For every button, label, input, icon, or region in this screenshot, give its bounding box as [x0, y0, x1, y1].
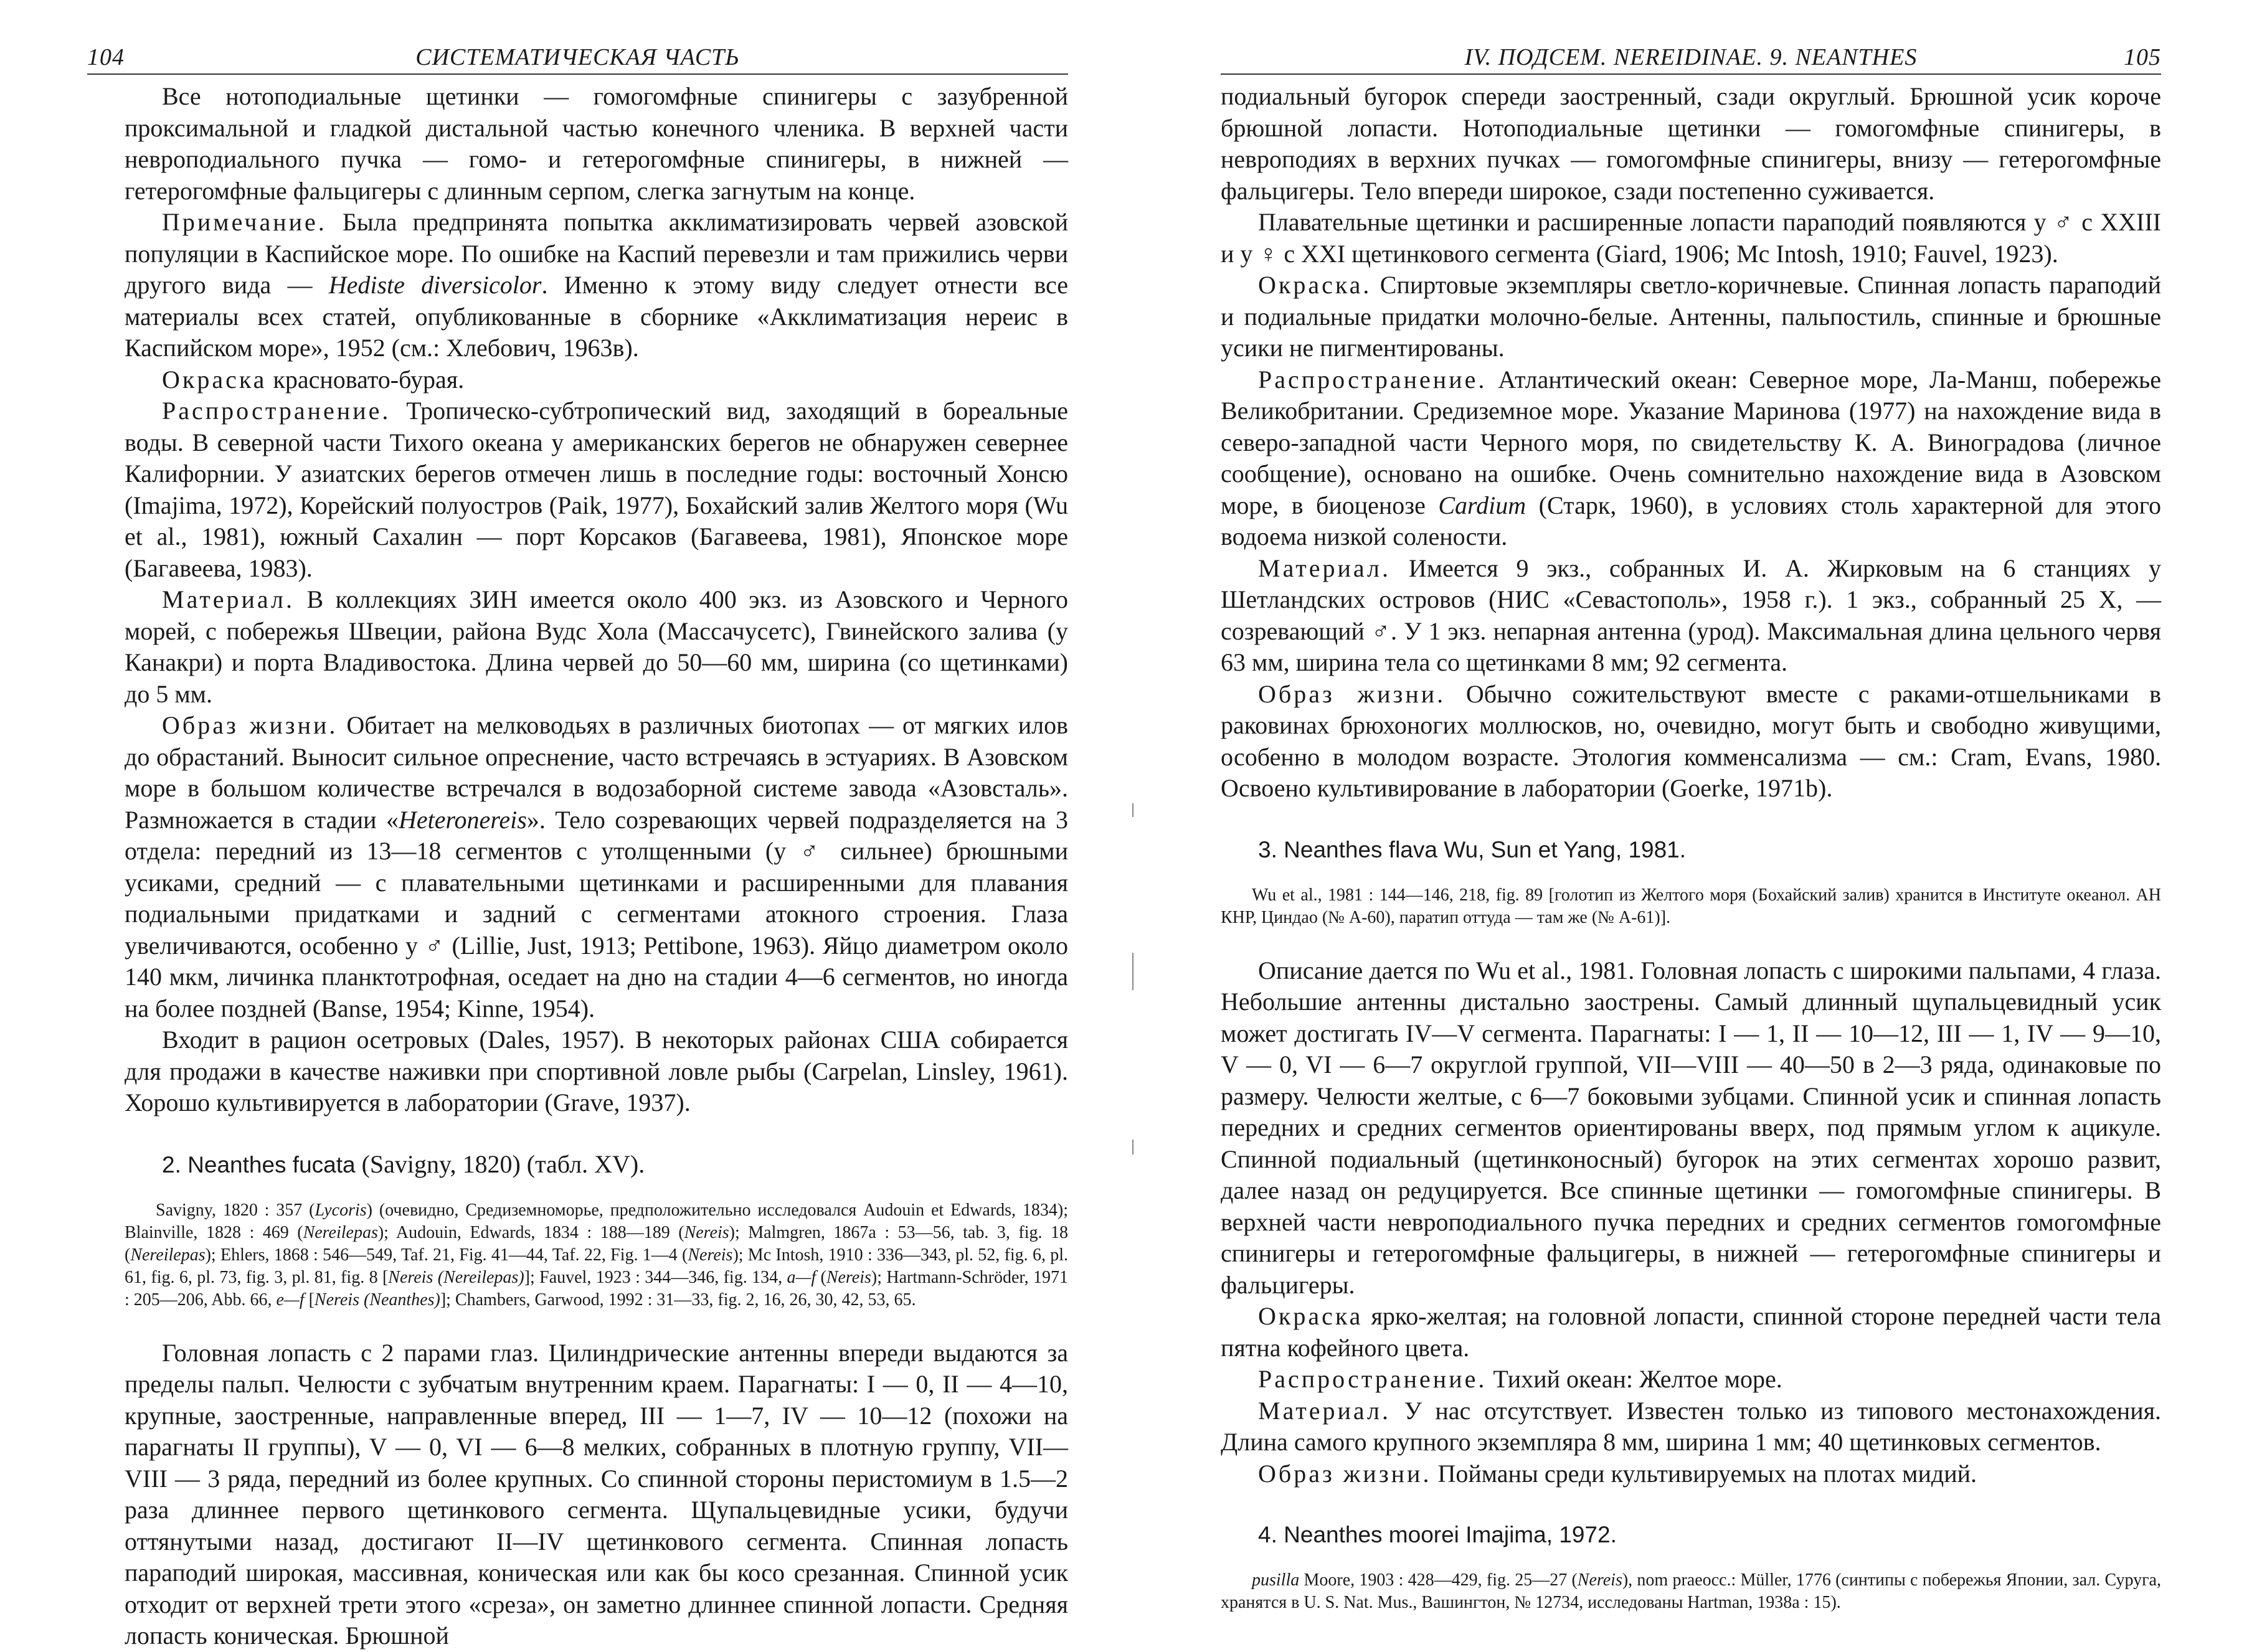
- paragraph-coloration-flava: Окраска ярко-желтая; на головной лопасти, спинной стороне передней части тела пятна кофейного цвета.: [1221, 1302, 2161, 1362]
- synonymy-neanthes-fucata: Savigny, 1820 : 357 (Lycoris) (очевидно, Средиземноморье, предположительно исследовался Audouin et Edwards, 1834); Blainville, 1828 : 469 (Nereilepas); Audouin, Edwards, 1834 : 188—189 (Nereis); Malmgren, 1867a : 53—56, tab. 3, fig. 18 (Nereilepas); Ehlers, 1868 : 546—549, Taf. 21, Fig. 41—44, Taf. 22, Fig. 1—4 (Nereis); Mc Intosh, 1910 : 336—343, pl. 52, fig. 6, pl. 61, fig. 6, pl. 73, fig. 3, pl. 81, fig. 8 [Nereis (Nereilepas)]; Fauvel, 1923 : 344—346, fig. 134, a—f (Nereis); Hartmann-Schröder, 1971 : 205—206, Abb. 66, e—f [Nereis (Neanthes)]; Chambers, Garwood, 1992 : 31—33, fig. 2, 16, 26, 30, 42, 53, 65.: [125, 1200, 1069, 1310]
- life-habits-label: Образ жизни.: [1258, 1459, 1432, 1488]
- coloration-label: Окраска.: [1258, 271, 1372, 299]
- material-label: Материал.: [162, 585, 295, 613]
- paragraph-distribution-flava: Распространение. Тихий океан: Желтое море.: [1258, 1365, 1782, 1393]
- material-label: Материал.: [1258, 554, 1391, 582]
- paragraph-setae: Все нотоподиальные щетинки — гомогомфные спинигеры с зазубренной проксимальной и гладкой дистальной частью конечного членика. В верхней части невроподиального пучка — гомо- и гетерогомфные спинигеры, в нижней — гетерогомфные фальцигеры с длинным серпом, слегка загнутым на конце.: [125, 82, 1068, 205]
- species-name: Neanthes moorei Imajima, 1972.: [1284, 1522, 1617, 1547]
- note-label: Примечание.: [162, 208, 327, 236]
- genus-cardium: Cardium: [1438, 491, 1526, 519]
- coloration-label: Окраска: [162, 365, 267, 394]
- left-running-title: СИСТЕМАТИЧЕСКАЯ ЧАСТЬ: [415, 44, 740, 70]
- right-text-column: [1221, 81, 2161, 1640]
- paragraph-material: Материал. Имеется 9 экз., собранных И. А. Жирковым на 6 станциях у Шетландских островов (НИС «Севастополь», 1958 г.). 1 экз., собранный 25 X, — созревающий ♂. У 1 экз. непарная антенна (урод). Максимальная длина цельного червя 63 мм, ширина тела со щетинками 8 мм; 92 сегмента.: [1221, 554, 2161, 676]
- right-running-title: IV. ПОДСЕМ. NEREIDINAE. 9. NEANTHES: [1464, 44, 1918, 70]
- material-label: Материал.: [1258, 1396, 1391, 1425]
- right-page-number: 105: [2124, 44, 2161, 70]
- paragraph-material-flava: Материал. У нас отсутствует. Известен только из типового местонахождения. Длина самого крупного экземпляра 8 мм, ширина 1 мм; 40 щетинковых сегментов.: [1221, 1396, 2161, 1456]
- stage-heteronereis: Heteronereis: [398, 805, 527, 834]
- right-running-header: [1221, 44, 2161, 75]
- left-text-column: [125, 81, 1068, 1652]
- species-heading-neanthes-fucata: 2. Neanthes fucata (Savigny, 1820) (табл. XV).: [162, 1149, 645, 1178]
- synonymy-neanthes-moorei: pusilla Moore, 1903 : 428—429, fig. 25—27 (Nereis), nom praeocc.: Müller, 1776 (синтипы с побережья Японии, зал. Суруга, хранятся в U. S. Nat. Mus., Вашингтон, № 12734, исследованы Hartman, 1938a : 15).: [1221, 1570, 2161, 1612]
- life-habits-label: Образ жизни.: [162, 711, 338, 739]
- left-page-number: 104: [87, 44, 125, 70]
- paragraph-continuation: подиальный бугорок спереди заостренный, сзади округлый. Брюшной усик короче брюшной лопасти. Нотоподиальные щетинки — гомогомфные спинигеры, в невроподиях в верхних пучках — гомогомфные спинигеры, внизу — гетерогомфные фальцигеры. Тело впереди широкое, сзади постепенно суживается.: [1221, 82, 2161, 205]
- species-name: Neanthes flava Wu, Sun et Yang, 1981.: [1284, 836, 1687, 862]
- paragraph-diet: Входит в рацион осетровых (Dales, 1957). В некоторых районах США собирается для продажи в качестве наживки при спортивной ловле рыбы (Carpelan, Linsley, 1961). Хорошо культивируется в лаборатории (Grave, 1937).: [125, 1026, 1068, 1116]
- paragraph-life-habits: Образ жизни. Обитает на мелководьях в различных биотопах — от мягких илов до обрастаний. Выносит сильное опреснение, часто встречаясь в эстуариях. В Азовском море в большом количестве встречался в водозаборной системе завода «Азовсталь». Размножается в стадии «Heteronereis». Тело созревающих червей подразделяется на 3 отдела: передний из 13—18 сегментов с утолщенными (у ♂ сильнее) брюшными усиками, средний — с плавательными щетинками и расширенными для плавания подиальными придатками и задний с сегментами атокного строения. Глаза увеличиваются, особенно у ♂ (Lillie, Just, 1913; Pettibone, 1963). Яйцо диаметром около 140 мкм, личинка планктотрофная, оседает на дно на стадии 4—6 сегментов, но иногда на более поздней (Banse, 1954; Kinne, 1954).: [125, 711, 1069, 1022]
- paragraph-swimming-setae: Плавательные щетинки и расширенные лопасти параподий появляются у ♂ с XXIII и у ♀ с XXI щетинкового сегмента (Giard, 1906; Mc Intosh, 1910; Fauvel, 1923).: [1221, 208, 2161, 268]
- right-page: [1134, 0, 2267, 1631]
- paragraph-distribution: Распространение. Атлантический океан: Северное море, Ла-Манш, побережье Великобритании. Средиземное море. Указание Маринова (1977) на нахождение вида в северо-западной части Черного моря, по свидетельству К. А. Виноградова (личное сообщение), основано на ошибке. Очень сомнительно нахождение вида в Азовском море, в биоценозе Cardium (Старк, 1960), в условиях столь характерной для этого водоема низкой солености.: [1221, 365, 2161, 550]
- species-name: Neanthes fucata: [187, 1151, 356, 1178]
- paragraph-coloration: Окраска красновато-бурая.: [162, 365, 465, 394]
- synonymy-neanthes-flava: Wu et al., 1981 : 144—146, 218, fig. 89 [голотип из Желтого моря (Бохайский залив) хранится в Институте океанол. АН КНР, Циндао (№ А-60), паратип оттуда — там же (№ А-61)].: [1221, 885, 2161, 927]
- coloration-label: Окраска: [1258, 1302, 1363, 1330]
- paragraph-distribution: Распространение. Тропическо-субтропический вид, заходящий в бореальные воды. В северной части Тихого океана у американских берегов не обнаружен севернее Калифорнии. У азиатских берегов отмечен лишь в последние годы: восточный Хонсю (Imajima, 1972), Корейский полуостров (Paik, 1977), Бохайский залив Желтого моря (Wu et al., 1981), южный Сахалин — порт Корсаков (Багавеева, 1981), Японское море (Багавеева, 1983).: [125, 397, 1068, 582]
- species-heading-neanthes-flava: 3. Neanthes flava Wu, Sun et Yang, 1981.: [1258, 836, 1687, 862]
- distribution-label: Распространение.: [1258, 365, 1487, 394]
- paragraph-description-fucata: Головная лопасть с 2 парами глаз. Цилиндрические антенны впереди выдаются за пределы пальп. Челюсти с зубчатым внутренним краем. Парагнаты: I — 0, II — 4—10, крупные, заостренные, направленные вперед, III — 1—7, IV — 10—12 (похожи на парагнаты II группы), V — 0, VI — 6—8 мелких, собранных в плотную группу, VII—VIII — 3 ряда, передний из более крупных. Со спинной стороны перистомиум в 1.5—2 раза длиннее первого щетинкового сегмента. Щупальцевидные усики, будучи оттянутыми назад, достигают II—IV щетинкового сегмента. Спинная лопасть параподий широкая, массивная, коническая или как бы косо срезанная. Спинной усик отходит от верхней трети этого «среза», он заметно длиннее спинной лопасти. Средняя лопасть коническая. Брюшной: [125, 1338, 1068, 1650]
- paragraph-life-habits: Образ жизни. Обычно сожительствуют вместе с раками-отшельниками в раковинах брюхоногих моллюсков, но, очевидно, могут быть и свободно живущими, особенно в молодом возрасте. Этология комменсализма — см.: Cram, Evans, 1980. Освоено культивирование в лаборатории (Goerke, 1971b).: [1221, 679, 2162, 802]
- paragraph-coloration: Окраска. Спиртовые экземпляры светло-коричневые. Спинная лопасть параподий и подиальные придатки молочно-белые. Антенны, пальпостиль, спинные и брюшные усики не пигментированы.: [1221, 271, 2161, 362]
- species-heading-neanthes-moorei: 4. Neanthes moorei Imajima, 1972.: [1258, 1522, 1617, 1547]
- distribution-label: Распространение.: [1258, 1365, 1487, 1393]
- paragraph-note: Примечание. Была предпринята попытка акклиматизировать червей азовской популяции в Каспийское море. По ошибке на Каспий перевезли и там прижились черви другого вида — Hediste diversicolor. Именно к этому виду следует отнести все материалы всех статей, опубликованные в сборнике «Акклиматизация нереис в Каспийском море», 1952 (см.: Хлебович, 1963в).: [125, 208, 1068, 362]
- distribution-label: Распространение.: [162, 397, 391, 425]
- paragraph-description-flava: Описание дается по Wu et al., 1981. Головная лопасть с широкими пальпами, 4 глаза. Небольшие антенны дистально заострены. Самый длинный щупальцевидный усик может достигать IV—V сегмента. Парагнаты: I — 1, II — 10—12, III — 1, IV — 9—10, V — 0, VI — 6—7 округлой группой, VII—VIII — 40—50 в 2—3 ряда, одинаковые по размеру. Челюсти желтые, с 6—7 боковыми зубцами. Спинной усик и спинная лопасть передних и средних сегментов ориентированы вверх, под прямым углом к ацикуле. Спинной подиальный (щетинконосный) бугорок на этих сегментах хорошо развит, далее назад он редуцируется. Все спинные щетинки — гомогомфные спинигеры. В верхней части невроподиального пучка передних и средних сегментов гомогомфные спинигеры и гетерогомфные фальцигеры, в нижней — гетерогомфные спинигеры и фальцигеры.: [1221, 956, 2161, 1299]
- paragraph-material: Материал. В коллекциях ЗИН имеется около 400 экз. из Азовского и Черного морей, с побережья Швеции, района Вудс Хола (Массачусетс), Гвинейского залива (у Канакри) и порта Владивостока. Длина червей до 50—60 мм, ширина (со щетинками) до 5 мм.: [125, 585, 1068, 708]
- paragraph-life-habits-flava: Образ жизни. Пойманы среди культивируемых на плотах мидий.: [1258, 1459, 1977, 1488]
- species-hediste: Hediste diversicolor: [328, 271, 542, 299]
- left-page: [0, 0, 1134, 1650]
- life-habits-label: Образ жизни.: [1258, 679, 1446, 708]
- left-running-header: [87, 44, 1068, 75]
